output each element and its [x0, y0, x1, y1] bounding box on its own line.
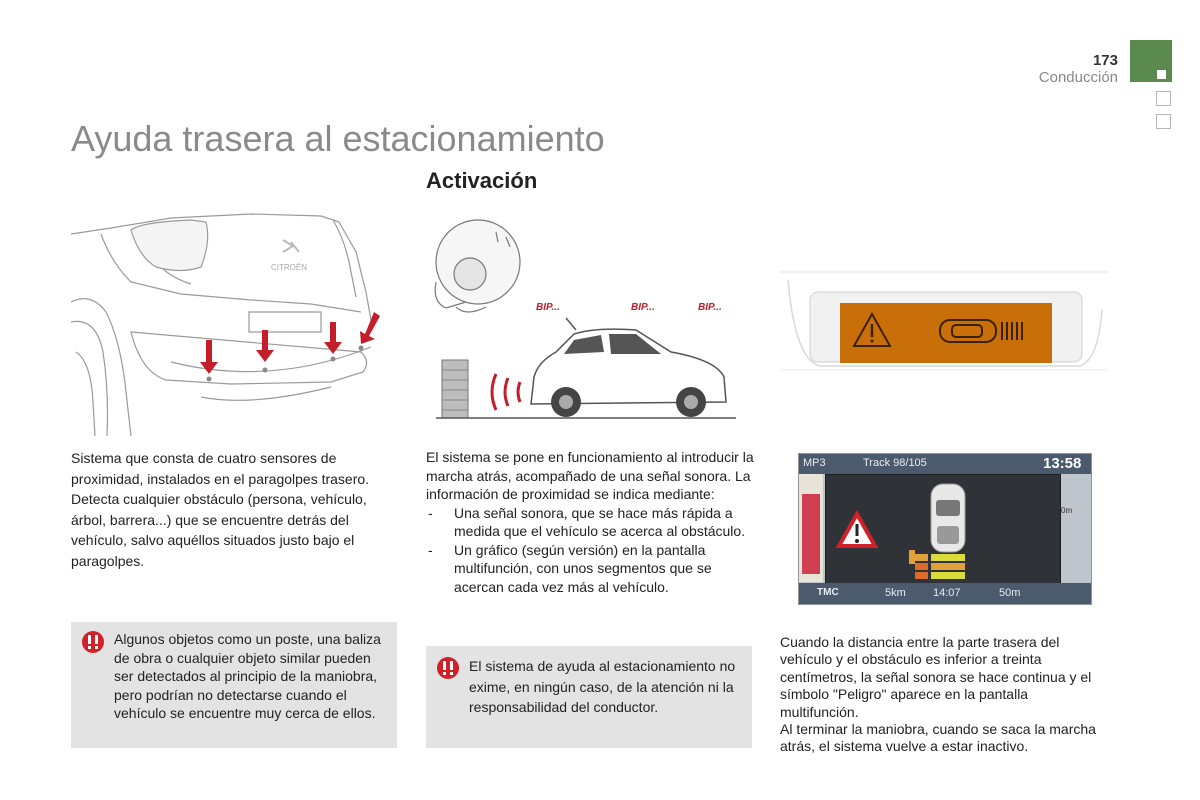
danger-triangle-icon [839, 514, 875, 546]
car-side-icon [531, 318, 726, 417]
section-name: Conducción [1038, 69, 1118, 86]
warning-box [71, 622, 397, 748]
reversing-illustration [426, 212, 756, 420]
chapter-tab-active [1130, 40, 1172, 82]
page-number: 173 [1092, 52, 1118, 69]
col1-description: Sistema que consta de cuatro sensores de proximidad, instalados en el paragolpes trasero. Detecta cualquier obstáculo (persona, vehículo, árbol, barrera...) que se encuentre detrás del vehículo, salvo aquéllos situados justo bajo el paragolpes. [71, 450, 370, 569]
col2-content [426, 448, 756, 596]
track-label: Track 98/105 [863, 457, 927, 469]
warning-box [426, 646, 752, 748]
list-item: - Una señal sonora, que se hace más rápida a medida que el vehículo se acerca al obstáculo. [426, 504, 756, 541]
page-title: Ayuda trasera al estacionamiento [71, 118, 605, 159]
tmc-label: TMC [817, 587, 839, 598]
multifunction-screen [798, 453, 1092, 605]
col3-paragraph: Al terminar la maniobra, cuando se saca la marcha atrás, el sistema vuelve a estar inactivo. [780, 721, 1096, 755]
proximity-segments [909, 550, 965, 579]
bip-label: BIP... [631, 302, 655, 313]
parking-graphic [825, 474, 1059, 582]
clock: 13:58 [1043, 455, 1082, 472]
mp3-label: MP3 [803, 457, 826, 469]
chapter-tab [1156, 114, 1171, 129]
sound-waves [492, 374, 520, 410]
indication-list [426, 504, 756, 597]
warning-icon [81, 630, 105, 654]
dashboard-display-illustration [780, 270, 1108, 372]
distance-label: 5km [885, 587, 906, 599]
wall-icon [442, 360, 468, 418]
chapter-tab [1156, 91, 1171, 106]
rear-bumper-illustration [71, 212, 399, 436]
warning-text: El sistema de ayuda al estacionamiento no exime, en ningún caso, de la atención ni la responsabilidad del conductor. [469, 658, 736, 715]
car-top-icon [931, 484, 965, 552]
brand-text: CITROËN [271, 263, 307, 272]
col2-intro: El sistema se pone en funcionamiento al introducir la marcha atrás, acompañado de una señal sonora. La información de proximidad se indica mediante: [426, 449, 754, 502]
sensor-arrows [200, 312, 380, 374]
warning-icon [436, 656, 460, 680]
col3-content [780, 634, 1110, 756]
gear-knob-icon [435, 220, 520, 312]
list-item: - Un gráfico (según versión) en la pantalla multifunción, con unos segmentos que se acercan cada vez más al vehículo. [426, 541, 756, 597]
bip-label: BIP... [698, 302, 722, 313]
arrival-time: 14:07 [933, 587, 961, 599]
bip-label: BIP... [536, 302, 560, 313]
distance-label-2: 50m [999, 587, 1021, 599]
side-distance: 0m [1061, 506, 1073, 515]
col3-paragraph: Cuando la distancia entre la parte trasera del vehículo y el obstáculo es inferior a treinta centímetros, la señal sonora se hace continua y el símbolo "Peligro" aparece en la pantalla multifunción. [780, 634, 1092, 720]
warning-text: Algunos objetos como un poste, una baliza de obra o cualquier objeto similar pueden ser detectados al principio de la maniobra, pero podrían no detectarse cuando el vehículo se encuentre muy cerca de ellos. [114, 631, 381, 721]
section-subtitle: Activación [426, 168, 538, 193]
